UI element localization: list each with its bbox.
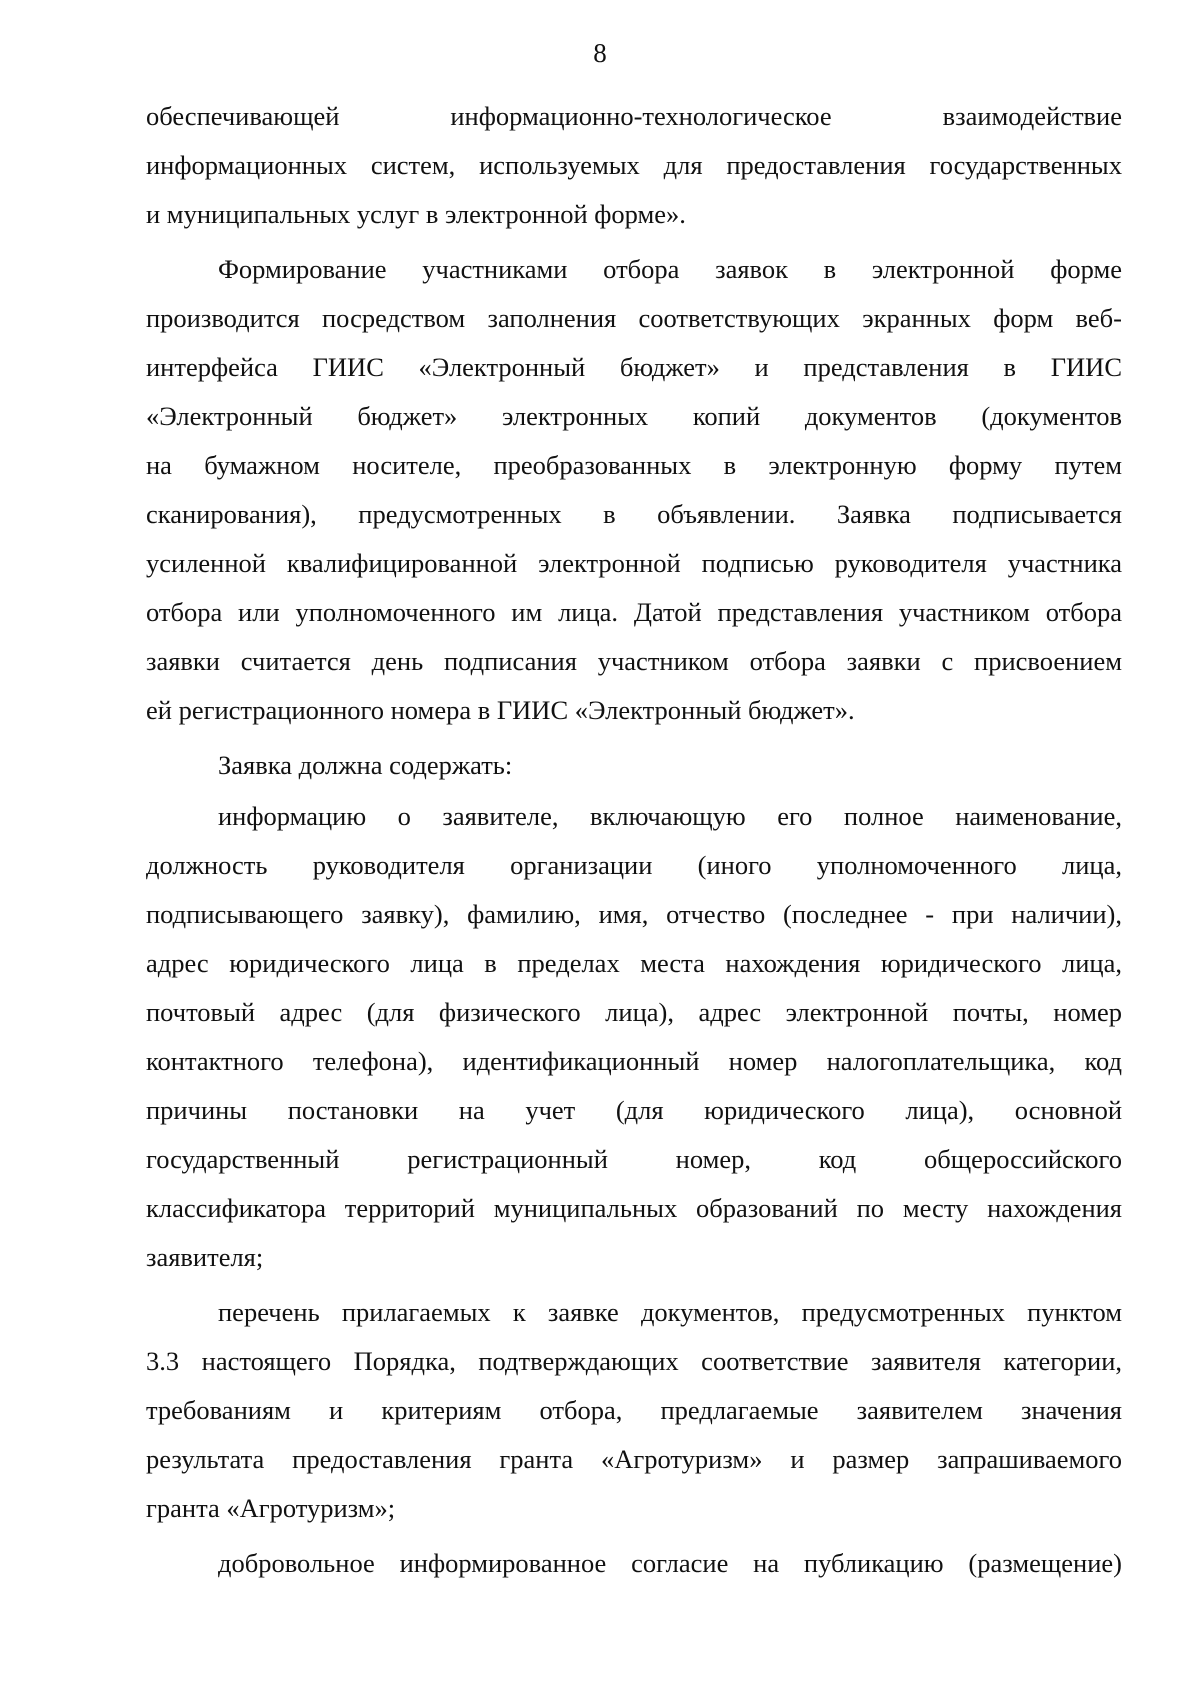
text-line: добровольное информированное согласие на публикацию (размещение) (218, 1548, 1122, 1578)
text-line: результата предоставления гранта «Агротуризм» и размер запрашиваемого (146, 1444, 1122, 1474)
text-line: перечень прилагаемых к заявке документов, предусмотренных пунктом (218, 1297, 1122, 1327)
text-line: на бумажном носителе, преобразованных в электронную форму путем (146, 450, 1122, 480)
text-line: и муниципальных услуг в электронной форме». (146, 199, 686, 229)
text-line: информацию о заявителе, включающую его полное наименование, (218, 801, 1122, 831)
text-line: «Электронный бюджет» электронных копий документов (документов (146, 401, 1122, 431)
text-line: должность руководителя организации (иного уполномоченного лица, (146, 850, 1122, 880)
text-line: классификатора территорий муниципальных образований по месту нахождения (146, 1193, 1122, 1223)
text-line: интерфейса ГИИС «Электронный бюджет» и представления в ГИИС (146, 352, 1122, 382)
text-line: причины постановки на учет (для юридического лица), основной (146, 1095, 1122, 1125)
text-line: обеспечивающей информационно-технологическое взаимодействие (146, 101, 1122, 131)
text-line: отбора или уполномоченного им лица. Датой представления участником отбора (146, 597, 1122, 627)
text-line: контактного телефона), идентификационный номер налогоплательщика, код (146, 1046, 1122, 1076)
text-line: гранта «Агротуризм»; (146, 1493, 396, 1523)
text-line: ей регистрационного номера в ГИИС «Электронный бюджет». (146, 695, 855, 725)
text-line: Формирование участниками отбора заявок в электронной форме (218, 254, 1122, 284)
text-line: информационных систем, используемых для предоставления государственных (146, 150, 1122, 180)
text-line: требованиям и критериям отбора, предлагаемые заявителем значения (146, 1395, 1122, 1425)
text-line: заявителя; (146, 1242, 264, 1272)
text-line: усиленной квалифицированной электронной подписью руководителя участника (146, 548, 1122, 578)
text-line: государственный регистрационный номер, код общероссийского (146, 1144, 1122, 1174)
text-line: заявки считается день подписания участником отбора заявки с присвоением (146, 646, 1122, 676)
text-line: подписывающего заявку), фамилию, имя, отчество (последнее - при наличии), (146, 899, 1122, 929)
text-line: сканирования), предусмотренных в объявлении. Заявка подписывается (146, 499, 1122, 529)
text-line: почтовый адрес (для физического лица), адрес электронной почты, номер (146, 997, 1122, 1027)
text-line: 3.3 настоящего Порядка, подтверждающих соответствие заявителя категории, (146, 1346, 1122, 1376)
text-line: Заявка должна содержать: (218, 750, 513, 780)
text-line: адрес юридического лица в пределах места нахождения юридического лица, (146, 948, 1122, 978)
text-line: производится посредством заполнения соответствующих экранных форм веб- (146, 303, 1122, 333)
body-text (146, 92, 1122, 1588)
page-number: 8 (593, 38, 607, 68)
